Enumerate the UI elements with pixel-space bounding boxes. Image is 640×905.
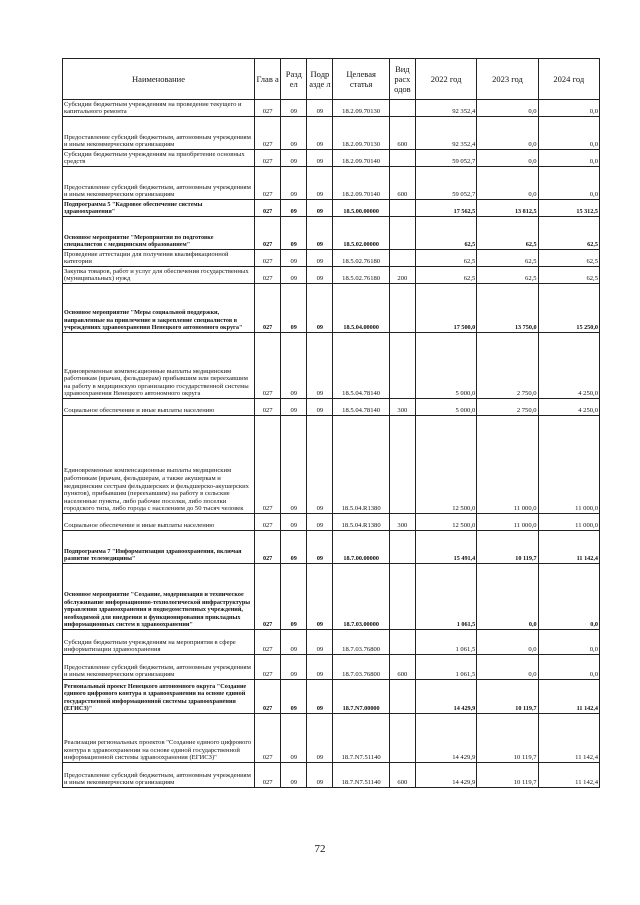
table-row	[63, 217, 600, 250]
row-value-2024: 0,0	[538, 150, 599, 167]
row-name: Предоставление субсидий бюджетным, автономным учреждениям и иным некоммерческим организациям	[63, 763, 255, 788]
row-target-article: 18.5.04.78140	[333, 333, 389, 399]
row-expense-type: 300	[389, 399, 415, 416]
row-target-article: 18.5.02.00000	[333, 217, 389, 250]
row-glava: 027	[255, 150, 281, 167]
row-podrazdel: 09	[307, 150, 333, 167]
row-name: Основное мероприятие "Создание, модернизация и техническое обслуживание информационно-технологической инфраструктуры управления здравоохранения и подведомственных учреждений, необходимой для внедрения и функционирования прикладных информационных систем в здравоохранении"	[63, 564, 255, 630]
row-podrazdel: 09	[307, 714, 333, 763]
row-target-article: 18.2.09.70130	[333, 117, 389, 150]
row-target-article: 18.5.04.R1380	[333, 416, 389, 514]
row-razdel: 09	[281, 531, 307, 564]
row-name: Субсидии бюджетным учреждениям на мероприятия в сфере информатизации здравоохранения	[63, 630, 255, 655]
row-razdel: 09	[281, 630, 307, 655]
table-row	[63, 100, 600, 117]
row-name: Реализация региональных проектов "Создание единого цифрового контура в здравоохранении на основе единой государственной информационной системы здравоохранения (ЕГИСЗ)"	[63, 714, 255, 763]
row-razdel: 09	[281, 267, 307, 284]
row-glava: 027	[255, 217, 281, 250]
row-value-2023: 10 119,7	[477, 531, 538, 564]
row-value-2022: 92 352,4	[415, 117, 476, 150]
row-expense-type	[389, 680, 415, 714]
row-value-2022: 14 429,9	[415, 763, 476, 788]
budget-table	[62, 58, 600, 788]
row-podrazdel: 09	[307, 267, 333, 284]
row-target-article: 18.7.03.00000	[333, 564, 389, 630]
row-value-2023: 0,0	[477, 630, 538, 655]
row-name: Предоставление субсидий бюджетным, автономным учреждениям и иным некоммерческим организациям	[63, 117, 255, 150]
row-glava: 027	[255, 399, 281, 416]
row-value-2022: 17 500,0	[415, 284, 476, 333]
header-2023: 2023 год	[477, 59, 538, 100]
row-glava: 027	[255, 531, 281, 564]
table-row	[63, 399, 600, 416]
header-expense-type: Вид расх одов	[389, 59, 415, 100]
row-name: Основное мероприятие "Меры социальной поддержки, направленные на привлечение и закрепление специалистов в учреждениях здравоохранения Ненецкого автономного округа"	[63, 284, 255, 333]
row-razdel: 09	[281, 284, 307, 333]
row-value-2023: 10 119,7	[477, 680, 538, 714]
row-value-2022: 12 500,0	[415, 514, 476, 531]
row-value-2024: 11 000,0	[538, 514, 599, 531]
row-glava: 027	[255, 117, 281, 150]
row-glava: 027	[255, 284, 281, 333]
row-value-2023: 13 750,0	[477, 284, 538, 333]
row-value-2022: 62,5	[415, 267, 476, 284]
budget-table-sheet	[62, 58, 600, 788]
row-value-2022: 59 052,7	[415, 167, 476, 200]
row-target-article: 18.5.04.00000	[333, 284, 389, 333]
row-razdel: 09	[281, 333, 307, 399]
row-glava: 027	[255, 630, 281, 655]
table-row	[63, 267, 600, 284]
row-expense-type: 600	[389, 655, 415, 680]
row-glava: 027	[255, 333, 281, 399]
row-podrazdel: 09	[307, 200, 333, 217]
row-podrazdel: 09	[307, 564, 333, 630]
row-glava: 027	[255, 763, 281, 788]
header-podrazdel: Подр азде л	[307, 59, 333, 100]
row-glava: 027	[255, 167, 281, 200]
row-target-article: 18.2.09.70140	[333, 150, 389, 167]
row-target-article: 18.5.04.R1380	[333, 514, 389, 531]
header-glava: Глав а	[255, 59, 281, 100]
row-value-2024: 0,0	[538, 100, 599, 117]
row-glava: 027	[255, 655, 281, 680]
row-value-2024: 4 250,0	[538, 399, 599, 416]
row-value-2023: 0,0	[477, 655, 538, 680]
row-razdel: 09	[281, 564, 307, 630]
row-target-article: 18.7.03.76800	[333, 655, 389, 680]
row-expense-type	[389, 564, 415, 630]
table-row	[63, 564, 600, 630]
row-razdel: 09	[281, 416, 307, 514]
row-razdel: 09	[281, 100, 307, 117]
row-value-2022: 17 562,5	[415, 200, 476, 217]
row-target-article: 18.7.N7.00000	[333, 680, 389, 714]
row-glava: 027	[255, 100, 281, 117]
row-name: Закупка товаров, работ и услуг для обеспечения государственных (муниципальных) нужд	[63, 267, 255, 284]
row-razdel: 09	[281, 167, 307, 200]
row-value-2024: 0,0	[538, 630, 599, 655]
row-value-2024: 4 250,0	[538, 333, 599, 399]
row-expense-type: 300	[389, 514, 415, 531]
row-razdel: 09	[281, 763, 307, 788]
row-value-2023: 0,0	[477, 100, 538, 117]
row-value-2022: 15 491,4	[415, 531, 476, 564]
row-name: Социальное обеспечение и иные выплаты населению	[63, 514, 255, 531]
table-row	[63, 655, 600, 680]
row-name: Подпрограмма 5 "Кадровое обеспечение системы здравоохранения"	[63, 200, 255, 217]
row-name: Социальное обеспечение и иные выплаты населению	[63, 399, 255, 416]
row-value-2023: 10 119,7	[477, 763, 538, 788]
table-row	[63, 531, 600, 564]
table-row	[63, 680, 600, 714]
row-expense-type	[389, 416, 415, 514]
row-value-2023: 2 750,0	[477, 399, 538, 416]
table-row	[63, 150, 600, 167]
row-target-article: 18.2.09.70130	[333, 100, 389, 117]
row-podrazdel: 09	[307, 167, 333, 200]
table-row	[63, 333, 600, 399]
row-value-2023: 13 812,5	[477, 200, 538, 217]
row-target-article: 18.5.00.00000	[333, 200, 389, 217]
row-podrazdel: 09	[307, 630, 333, 655]
row-expense-type	[389, 284, 415, 333]
row-expense-type	[389, 250, 415, 267]
row-value-2024: 15 250,0	[538, 284, 599, 333]
row-expense-type	[389, 714, 415, 763]
table-row	[63, 167, 600, 200]
row-value-2023: 0,0	[477, 564, 538, 630]
row-target-article: 18.5.04.78140	[333, 399, 389, 416]
row-value-2023: 0,0	[477, 117, 538, 150]
row-value-2023: 62,5	[477, 250, 538, 267]
row-value-2024: 0,0	[538, 167, 599, 200]
row-target-article: 18.7.00.00000	[333, 531, 389, 564]
row-podrazdel: 09	[307, 514, 333, 531]
row-value-2023: 11 000,0	[477, 514, 538, 531]
row-expense-type	[389, 531, 415, 564]
row-expense-type	[389, 150, 415, 167]
row-glava: 027	[255, 200, 281, 217]
row-name: Субсидии бюджетным учреждениям на приобретение основных средств	[63, 150, 255, 167]
row-podrazdel: 09	[307, 284, 333, 333]
row-podrazdel: 09	[307, 333, 333, 399]
row-value-2022: 92 352,4	[415, 100, 476, 117]
row-glava: 027	[255, 267, 281, 284]
row-target-article: 18.5.02.76180	[333, 267, 389, 284]
row-razdel: 09	[281, 200, 307, 217]
row-value-2022: 1 061,5	[415, 564, 476, 630]
row-value-2022: 14 429,9	[415, 680, 476, 714]
row-target-article: 18.5.02.76180	[333, 250, 389, 267]
row-value-2024: 11 142,4	[538, 714, 599, 763]
row-expense-type	[389, 333, 415, 399]
row-value-2023: 10 119,7	[477, 714, 538, 763]
row-expense-type	[389, 200, 415, 217]
row-value-2022: 62,5	[415, 217, 476, 250]
row-value-2023: 62,5	[477, 217, 538, 250]
row-name: Подпрограмма 7 "Информатизация здравоохранения, включая развитие телемедицины"	[63, 531, 255, 564]
row-target-article: 18.7.03.76800	[333, 630, 389, 655]
table-row	[63, 763, 600, 788]
table-header-row	[63, 59, 600, 100]
row-value-2023: 62,5	[477, 267, 538, 284]
table-row	[63, 630, 600, 655]
table-row	[63, 200, 600, 217]
table-row	[63, 284, 600, 333]
row-podrazdel: 09	[307, 655, 333, 680]
row-expense-type: 600	[389, 763, 415, 788]
row-value-2024: 11 000,0	[538, 416, 599, 514]
row-expense-type	[389, 100, 415, 117]
row-value-2023: 0,0	[477, 150, 538, 167]
row-podrazdel: 09	[307, 250, 333, 267]
row-podrazdel: 09	[307, 399, 333, 416]
row-name: Региональный проект Ненецкого автономного округа "Создание единого цифрового контура в здравоохранении на основе единой государственной информационной системы здравоохранения (ЕГИСЗ)"	[63, 680, 255, 714]
row-podrazdel: 09	[307, 117, 333, 150]
row-value-2024: 11 142,4	[538, 531, 599, 564]
header-2024: 2024 год	[538, 59, 599, 100]
row-value-2024: 62,5	[538, 267, 599, 284]
row-podrazdel: 09	[307, 217, 333, 250]
row-name: Единовременные компенсационные выплаты медицинским работникам (врачам, фельдшерам) прибывшим или переехавшим на работу в медицинскую организацию государственной системы здравоохранения Ненецкого автономного округа	[63, 333, 255, 399]
row-value-2024: 62,5	[538, 250, 599, 267]
row-razdel: 09	[281, 399, 307, 416]
row-glava: 027	[255, 680, 281, 714]
row-podrazdel: 09	[307, 416, 333, 514]
row-name: Предоставление субсидий бюджетным, автономным учреждениям и иным некоммерческим организациям	[63, 167, 255, 200]
row-value-2022: 5 000,0	[415, 333, 476, 399]
row-value-2024: 11 142,4	[538, 680, 599, 714]
row-expense-type: 600	[389, 117, 415, 150]
row-value-2024: 11 142,4	[538, 763, 599, 788]
row-value-2022: 14 429,9	[415, 714, 476, 763]
row-value-2022: 12 500,0	[415, 416, 476, 514]
row-value-2022: 62,5	[415, 250, 476, 267]
row-name: Субсидии бюджетным учреждениям на проведение текущего и капитального ремонта	[63, 100, 255, 117]
row-expense-type	[389, 217, 415, 250]
row-value-2022: 5 000,0	[415, 399, 476, 416]
row-razdel: 09	[281, 217, 307, 250]
row-name: Проведение аттестации для получения квалификационной категории	[63, 250, 255, 267]
row-razdel: 09	[281, 680, 307, 714]
row-value-2022: 1 061,5	[415, 655, 476, 680]
row-name: Единовременные компенсационные выплаты медицинским работникам (врачам, фельдшерам, а также акушеркам и медицинским сестрам фельдшерских и фельдшерско-акушерских пунктов), прибывшим (переехавшим) на работу в сельские населенные пункты, либо рабочие поселки, либо поселки городского типа, либо города с населением до 50 тысяч человек	[63, 416, 255, 514]
table-row	[63, 714, 600, 763]
row-razdel: 09	[281, 655, 307, 680]
row-podrazdel: 09	[307, 763, 333, 788]
row-glava: 027	[255, 564, 281, 630]
row-value-2024: 0,0	[538, 655, 599, 680]
row-razdel: 09	[281, 250, 307, 267]
page-number: 72	[314, 843, 326, 855]
row-value-2024: 0,0	[538, 117, 599, 150]
row-glava: 027	[255, 514, 281, 531]
row-razdel: 09	[281, 117, 307, 150]
row-name: Предоставление субсидий бюджетным, автономным учреждениям и иным некоммерческим организациям	[63, 655, 255, 680]
header-2022: 2022 год	[415, 59, 476, 100]
row-glava: 027	[255, 714, 281, 763]
row-value-2024: 0,0	[538, 564, 599, 630]
row-razdel: 09	[281, 150, 307, 167]
row-value-2023: 2 750,0	[477, 333, 538, 399]
header-target-article: Целевая статья	[333, 59, 389, 100]
row-podrazdel: 09	[307, 100, 333, 117]
row-glava: 027	[255, 416, 281, 514]
row-expense-type: 200	[389, 267, 415, 284]
table-row	[63, 117, 600, 150]
table-row	[63, 250, 600, 267]
row-value-2022: 59 052,7	[415, 150, 476, 167]
row-target-article: 18.2.09.70140	[333, 167, 389, 200]
table-row	[63, 514, 600, 531]
row-value-2024: 62,5	[538, 217, 599, 250]
row-expense-type	[389, 630, 415, 655]
row-value-2024: 15 312,5	[538, 200, 599, 217]
row-target-article: 18.7.N7.51140	[333, 714, 389, 763]
row-podrazdel: 09	[307, 680, 333, 714]
row-value-2023: 11 000,0	[477, 416, 538, 514]
row-glava: 027	[255, 250, 281, 267]
row-name: Основное мероприятие "Мероприятия по подготовке специалистов с медицинским образованием"	[63, 217, 255, 250]
table-row	[63, 416, 600, 514]
row-expense-type: 600	[389, 167, 415, 200]
row-razdel: 09	[281, 714, 307, 763]
row-target-article: 18.7.N7.51140	[333, 763, 389, 788]
header-name: Наименование	[63, 59, 255, 100]
row-podrazdel: 09	[307, 531, 333, 564]
row-value-2022: 1 061,5	[415, 630, 476, 655]
row-value-2023: 0,0	[477, 167, 538, 200]
row-razdel: 09	[281, 514, 307, 531]
header-razdel: Разд ел	[281, 59, 307, 100]
